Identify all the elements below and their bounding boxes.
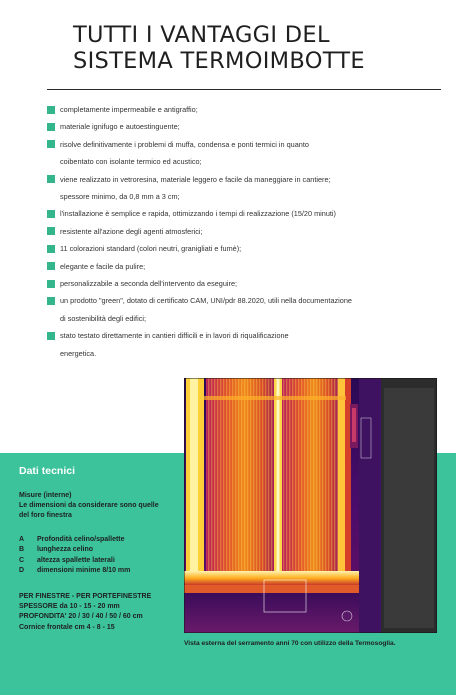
title-divider	[47, 89, 441, 90]
feature-text	[60, 223, 442, 240]
bullet-square-icon	[47, 245, 55, 253]
measure-letter: B	[19, 546, 25, 554]
feature-item	[47, 292, 442, 327]
feature-text	[60, 292, 442, 327]
feature-item	[47, 223, 442, 240]
feature-text	[60, 101, 442, 118]
feature-text-line: di sostenibilità degli edifici;	[60, 313, 146, 323]
measures-list	[19, 535, 184, 577]
feature-item	[47, 171, 442, 206]
feature-text-line: risolve definitivamente i problemi di muffa, condensa e ponti termici in quanto	[60, 139, 309, 149]
feature-text-line: energetica.	[60, 348, 97, 358]
bullet-square-icon	[47, 227, 55, 235]
feature-text	[60, 136, 442, 171]
feature-text-line: personalizzabile a seconda dell'intervento da eseguire;	[60, 279, 238, 289]
bullet-square-icon	[47, 123, 55, 131]
feature-text-line: materiale ignifugo e autoestinguente;	[60, 122, 180, 132]
measure-item	[19, 535, 184, 545]
measures-description-1: Le dimensioni da considerare sono quelle	[19, 502, 159, 509]
measures-description-2: del foro finestra	[19, 512, 72, 519]
feature-text	[60, 240, 442, 257]
bullet-square-icon	[47, 332, 55, 340]
feature-text-line: 11 colorazioni standard (colori neutri, granigliati e fumè);	[60, 244, 242, 254]
feature-text	[60, 171, 442, 206]
feature-text	[60, 327, 442, 362]
feature-text-line: completamente impermeabile e antigraffio;	[60, 105, 198, 114]
title-line-2: SISTEMA TERMOIMBOTTE	[73, 48, 365, 74]
feature-text-line: coibentato con isolante termico ed acustico;	[60, 157, 202, 167]
measure-item	[19, 556, 184, 566]
photo-caption: Vista esterna del serramento anni 70 con utilizzo della Termosoglia.	[184, 640, 396, 647]
measure-text: dimensioni minime 8/10 mm	[37, 567, 131, 575]
bullet-square-icon	[47, 297, 55, 305]
feature-item	[47, 275, 442, 292]
measure-text: altezza spallette laterali	[37, 556, 115, 564]
measure-letter: A	[19, 536, 25, 543]
feature-text-line: stato testato direttamente in cantieri difficili e in lavori di riqualificazione	[60, 331, 289, 341]
measure-text: Profondità celino/spallette	[37, 536, 125, 543]
spec-line-4: Cornice frontale cm 4 - 8 - 15	[19, 623, 115, 631]
feature-item	[47, 240, 442, 257]
measures-title: Misure (interne)	[19, 492, 72, 499]
measure-letter: C	[19, 556, 25, 564]
feature-text-line: resistente all'azione degli agenti atmosferici;	[60, 226, 203, 236]
feature-item	[47, 118, 442, 135]
bullet-square-icon	[47, 175, 55, 183]
tech-title: Dati tecnici	[19, 465, 76, 477]
feature-item	[47, 205, 442, 222]
measure-letter: D	[19, 567, 25, 575]
feature-text	[60, 205, 442, 222]
bullet-square-icon	[47, 280, 55, 288]
measure-text: lunghezza celino	[37, 546, 94, 554]
bullet-square-icon	[47, 106, 55, 114]
bullet-square-icon	[47, 210, 55, 218]
feature-item	[47, 258, 442, 275]
feature-text	[60, 118, 442, 135]
feature-item	[47, 136, 442, 171]
feature-text-line: elegante e facile da pulire;	[60, 261, 146, 271]
measure-item	[19, 566, 184, 576]
feature-item	[47, 101, 442, 118]
bullet-square-icon	[47, 262, 55, 270]
feature-text-line: un prodotto "green", dotato di certificato CAM, UNI/pdr 88.2020, utili nella documentazione	[60, 296, 352, 306]
spec-line-2: SPESSORE da 10 - 15 - 20 mm	[19, 603, 120, 611]
measure-item	[19, 545, 184, 555]
feature-text-line: l'installazione è semplice e rapida, ottimizzando i tempi di realizzazione (15/20 minuti)	[60, 209, 336, 219]
feature-text-line: spessore minimo, da 0,8 mm a 3 cm;	[60, 192, 180, 202]
spec-block	[19, 592, 184, 634]
feature-item	[47, 327, 442, 362]
bullet-square-icon	[47, 140, 55, 148]
title-line-1: TUTTI I VANTAGGI DEL	[73, 22, 330, 48]
feature-text-line: viene realizzato in vetroresina, materiale leggero e facile da maneggiare in cantiere;	[60, 174, 331, 184]
feature-text	[60, 258, 442, 275]
tech-data-section	[19, 462, 184, 633]
spec-line-3: PROFONDITA' 20 / 30 / 40 / 50 / 60 cm	[19, 613, 143, 621]
spec-line-1: PER FINESTRE - PER PORTEFINESTRE	[19, 592, 152, 600]
feature-list	[47, 101, 442, 362]
thermal-image	[184, 378, 437, 633]
feature-text	[60, 275, 442, 292]
page-title	[73, 22, 443, 74]
